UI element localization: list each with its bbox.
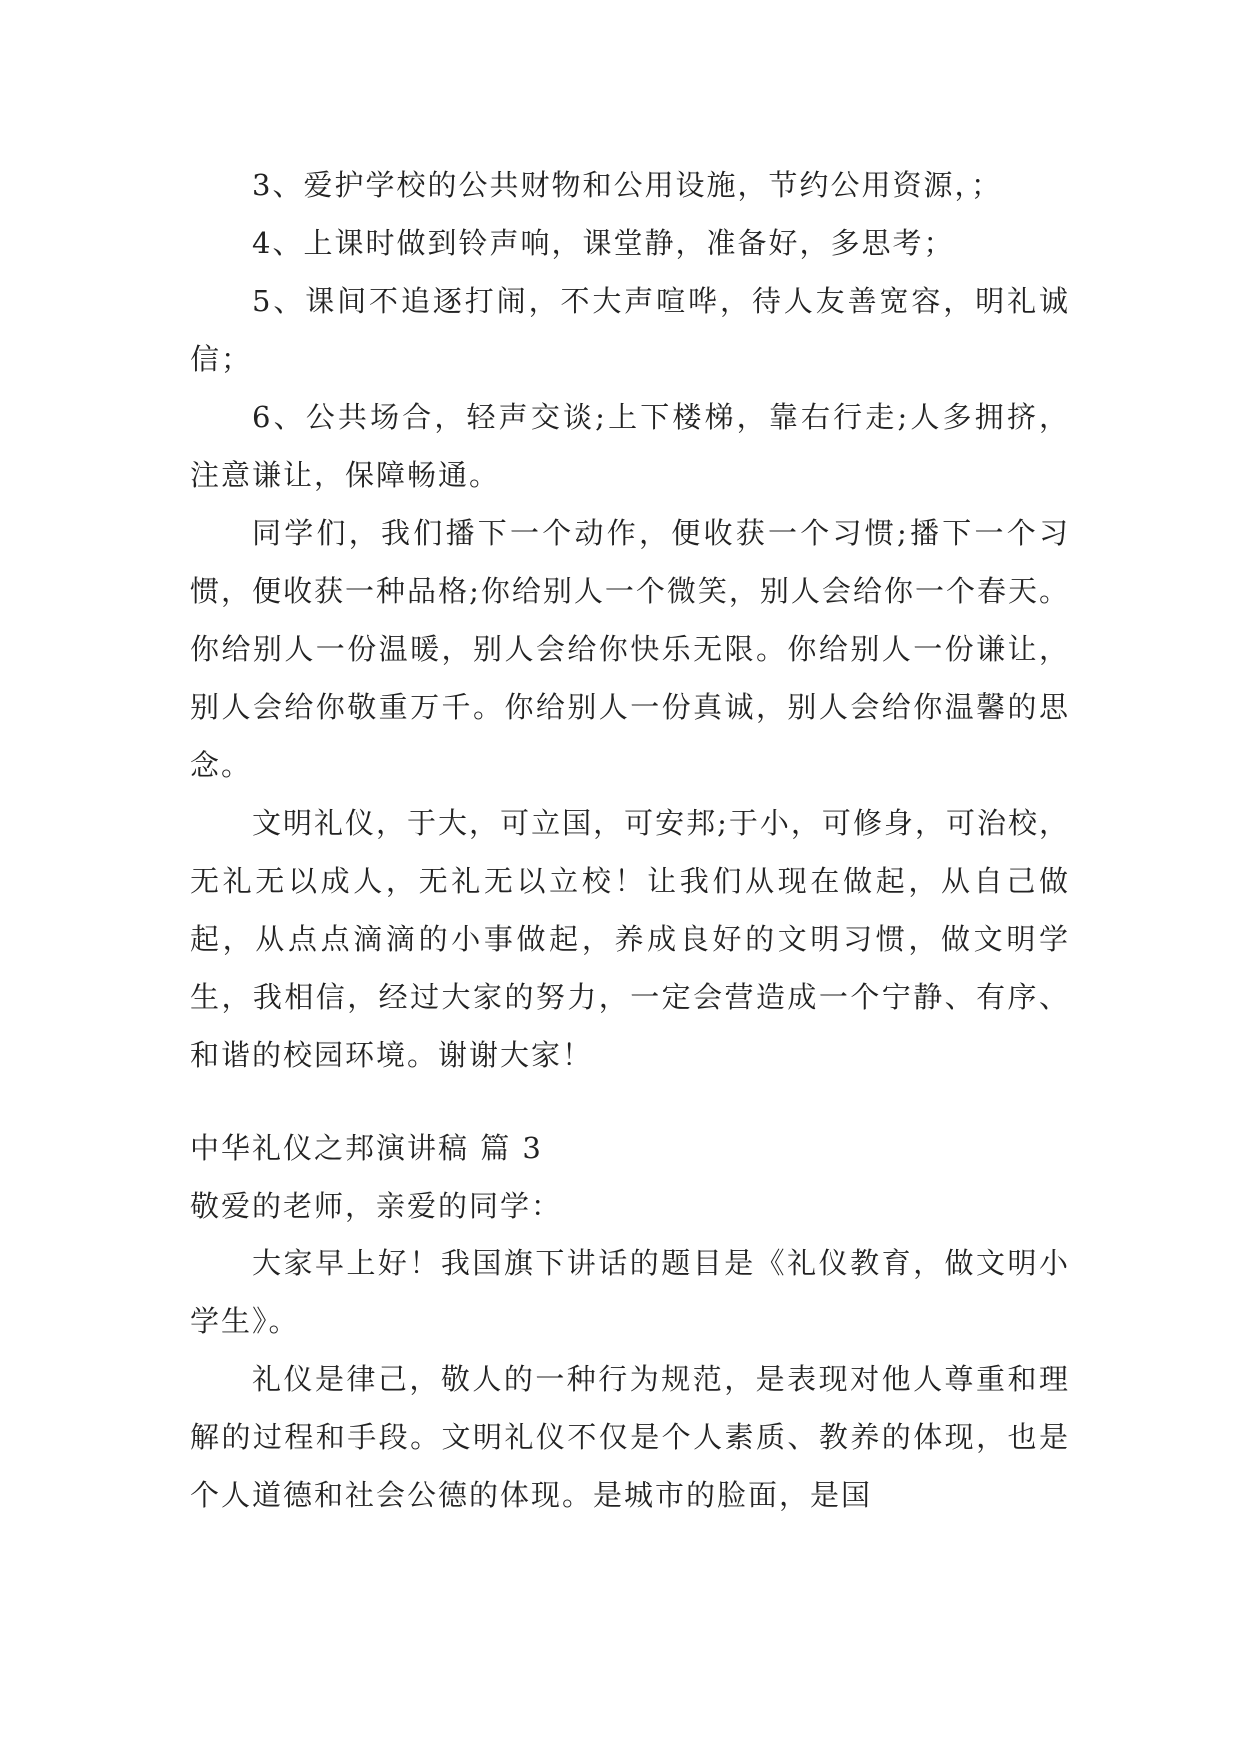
paragraph-etiquette: 礼仪是律己，敬人的一种行为规范，是表现对他人尊重和理解的过程和手段。文明礼仪不仅是个人素质、教养的体现，也是个人道德和社会公德的体现。是城市的脸面，是国 [190,1362,1070,1512]
paragraph-item-4: 4、上课时做到铃声响，课堂静，准备好，多思考； [252,226,955,260]
paragraph-classmates: 同学们，我们播下一个动作，便收获一个习惯;播下一个习惯，便收获一种品格;你给别人一个微笑，别人会给你一个春天。你给别人一份温暖，别人会给你快乐无限。你给别人一份谦让，别人会给你敬重万千。你给别人一份真诚，别人会给你温馨的思念。 [190,516,1070,782]
paragraph-greeting: 大家早上好！我国旗下讲话的题目是《礼仪教育，做文明小学生》。 [190,1246,1070,1338]
section-title: 中华礼仪之邦演讲稿 篇 3 [190,1131,543,1165]
paragraph-civility: 文明礼仪，于大，可立国，可安邦;于小，可修身，可治校，无礼无以成人，无礼无以立校！让我们从现在做起，从自己做起，从点点滴滴的小事做起，养成良好的文明习惯，做文明学生，我相信，经过大家的努力，一定会营造成一个宁静、有序、和谐的校园环境。谢谢大家！ [190,806,1070,1072]
paragraph-item-6: 6、公共场合，轻声交谈;上下楼梯，靠右行走;人多拥挤，注意谦让，保障畅通。 [190,400,1070,492]
paragraph-item-5: 5、课间不追逐打闹，不大声喧哗，待人友善宽容，明礼诚信； [190,284,1070,376]
salutation: 敬爱的老师，亲爱的同学： [190,1189,563,1223]
paragraph-item-3: 3、爱护学校的公共财物和公用设施，节约公用资源，； [252,168,1002,202]
